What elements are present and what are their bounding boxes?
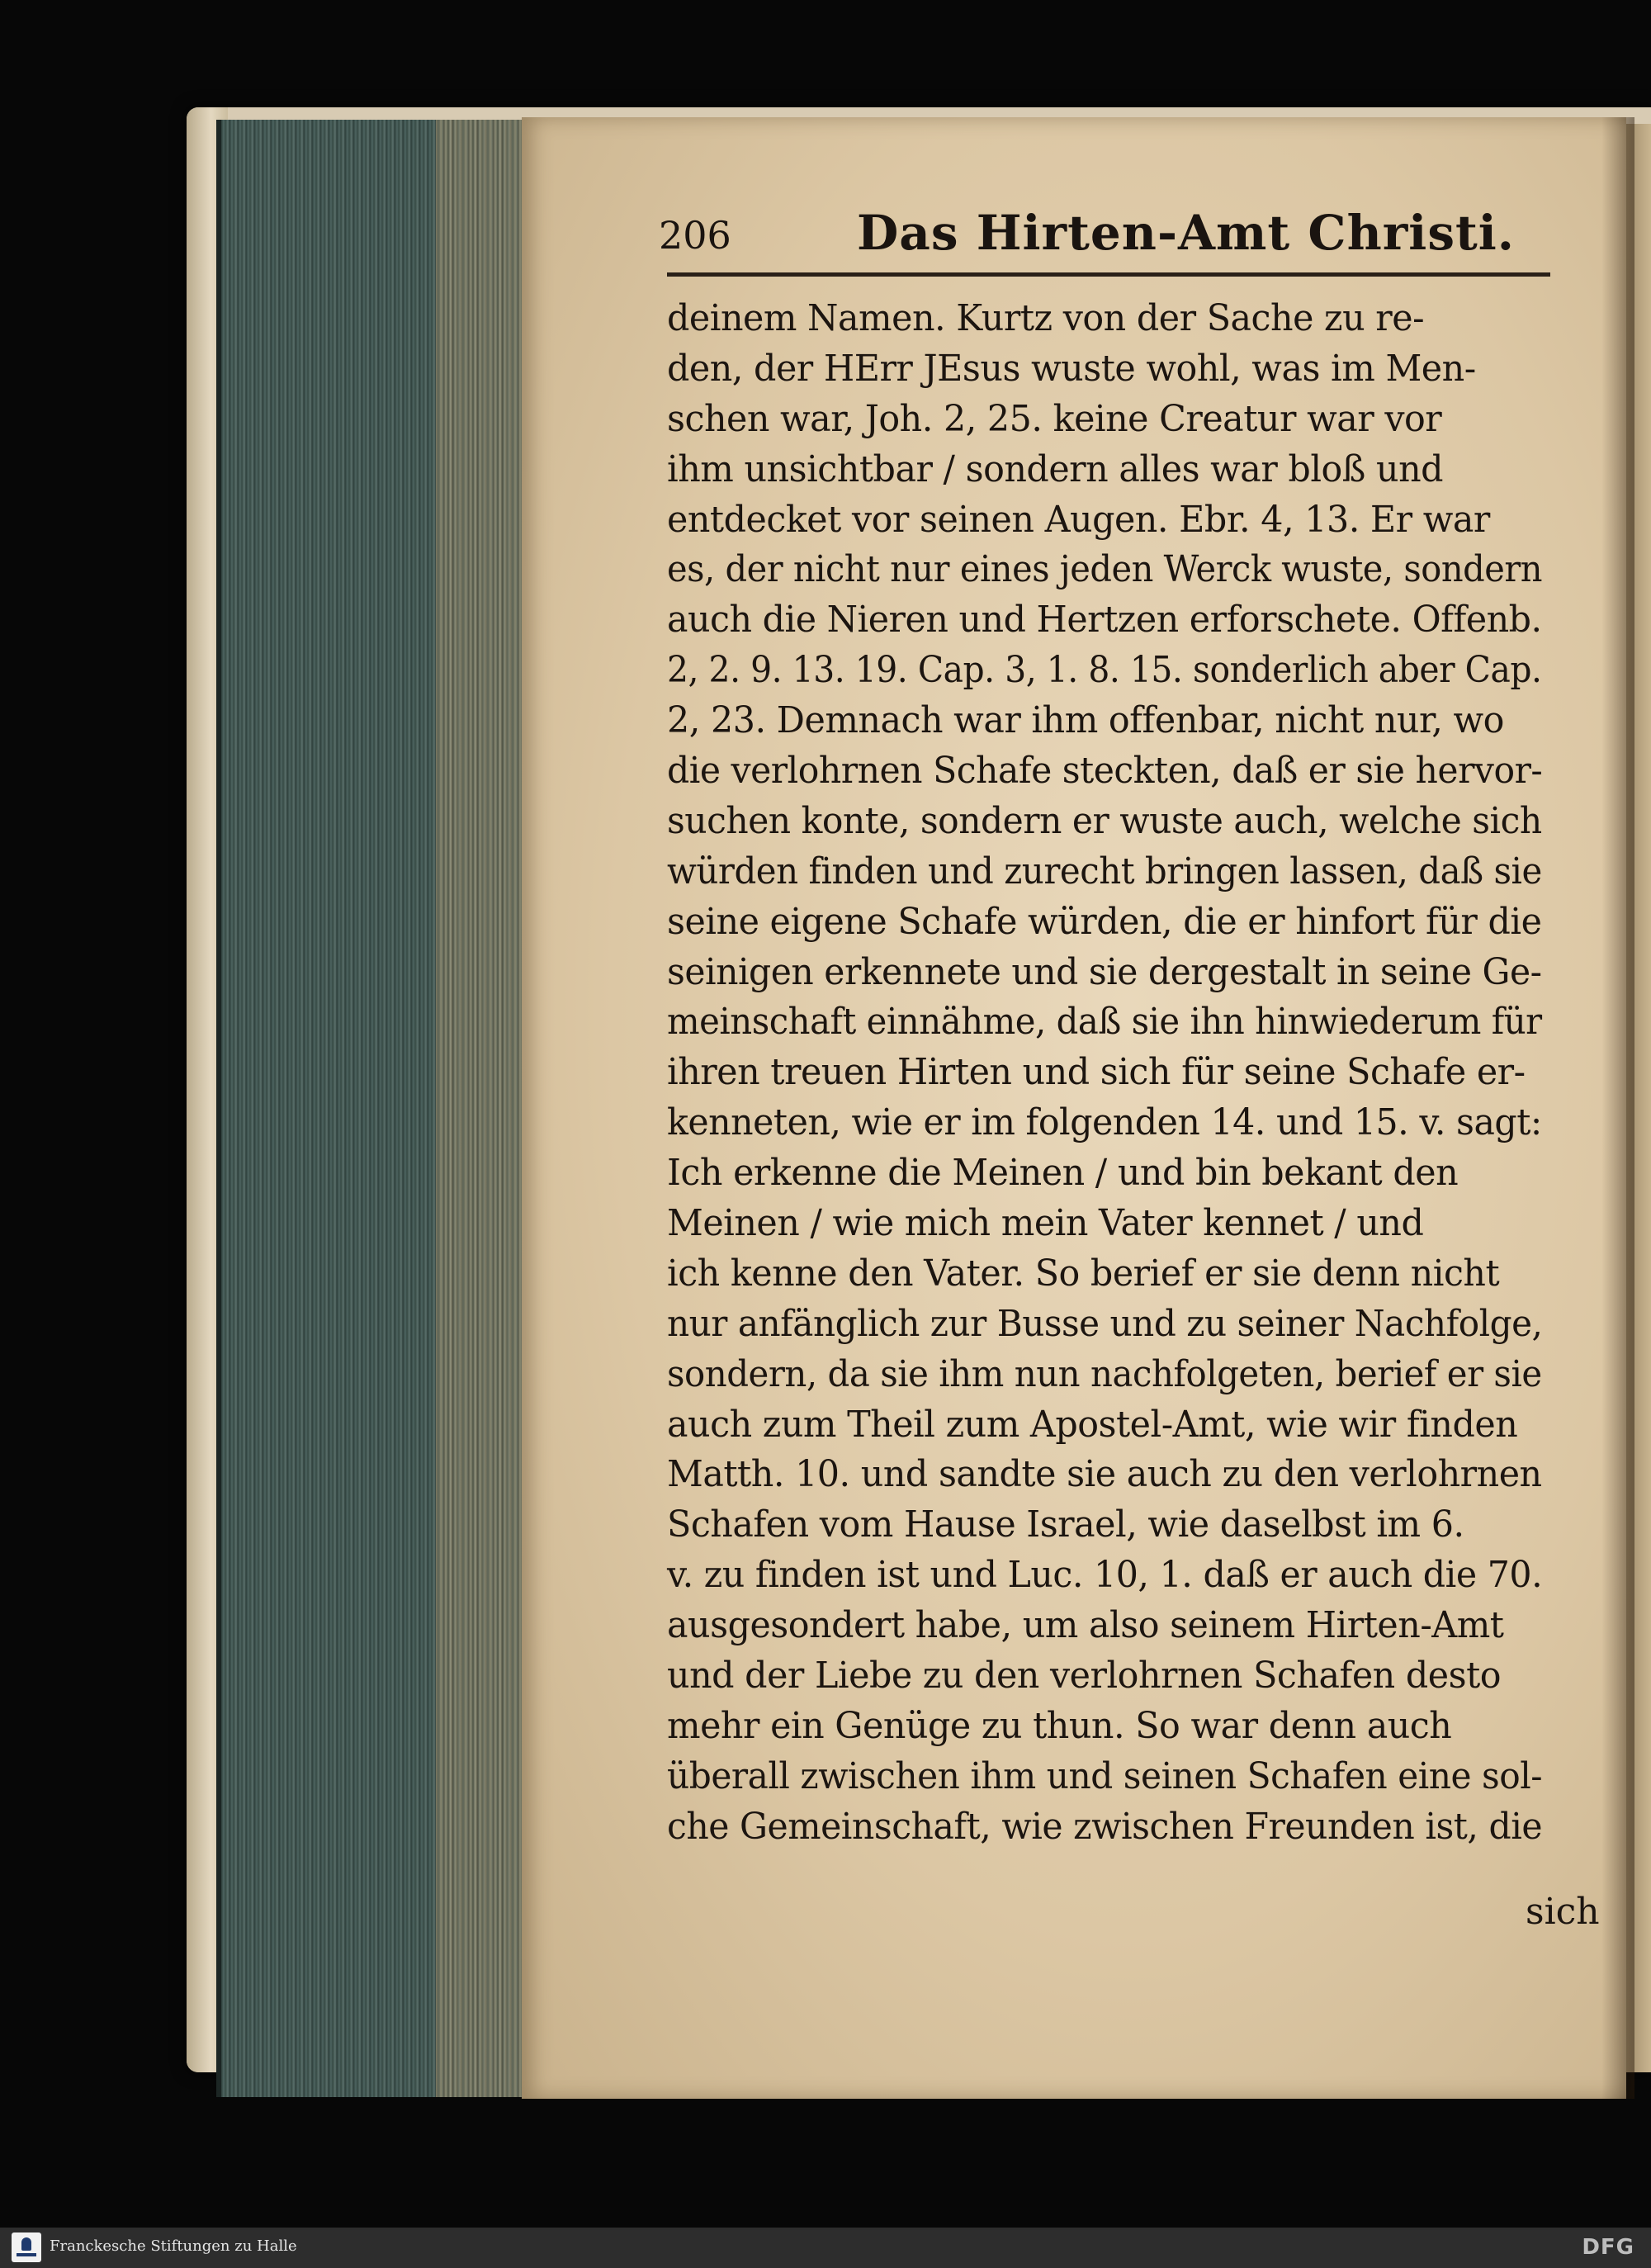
text-line: seine eigene Schafe würden, die er hinfort für die	[667, 900, 1542, 943]
text-line: ihm unsichtbar / sondern alles war bloß und	[667, 447, 1444, 490]
footer-bar	[0, 2228, 1651, 2268]
page-number: 206	[659, 213, 731, 258]
text-line: und der Liebe zu den verlohrnen Schafen desto	[667, 1655, 1502, 1697]
text-line: überall zwischen ihm und seinen Schafen eine sol-	[667, 1754, 1543, 1797]
text-line: deinem Namen. Kurtz von der Sache zu re-	[667, 297, 1425, 339]
body-text	[667, 294, 1567, 1853]
gutter-shadow	[1601, 117, 1634, 2099]
text-line: nur anfänglich zur Busse und zu seiner Nachfolge,	[667, 1302, 1543, 1345]
text-line: 2, 23. Demnach war ihm offenbar, nicht nur, wo	[667, 699, 1504, 742]
text-line: den, der HErr JEsus wuste wohl, was im Men-	[667, 347, 1476, 390]
text-line: ich kenne den Vater. So berief er sie denn nicht	[667, 1252, 1500, 1295]
text-line: kenneten, wie er im folgenden 14. und 15. v. sagt:	[667, 1101, 1542, 1144]
text-line: würden finden und zurecht bringen lassen, daß sie	[667, 850, 1542, 893]
text-line: die verlohrnen Schafe steckten, daß er sie hervor-	[667, 750, 1543, 793]
text-line: seinigen erkennete und sie dergestalt in seine Ge-	[667, 950, 1542, 993]
text-line: Schafen vom Hause Israel, wie daselbst im 6.	[667, 1503, 1464, 1546]
text-line: che Gemeinschaft, wie zwischen Freunden ist, die	[667, 1805, 1543, 1848]
text-line: auch zum Theil zum Apostel-Amt, wie wir finden	[667, 1403, 1518, 1446]
text-line: v. zu finden ist und Luc. 10, 1. daß er auch die 70.	[667, 1554, 1543, 1597]
page-header	[659, 205, 1567, 271]
dfg-badge[interactable]: DFG	[1582, 2235, 1634, 2260]
text-line: meinschaft einnähme, daß sie ihn hinwiederum für	[667, 1001, 1542, 1044]
text-line: ausgesondert habe, um also seinem Hirten-Amt	[667, 1604, 1504, 1647]
text-line: schen war, Joh. 2, 25. keine Creatur war vor	[667, 397, 1442, 440]
franckesche-stiftungen-logo-icon[interactable]	[12, 2232, 41, 2262]
running-head: Das Hirten-Amt Christi.	[857, 205, 1515, 261]
text-line: es, der nicht nur eines jeden Werck wuste, sondern	[667, 548, 1543, 591]
text-line: auch die Nieren und Hertzen erforschete. Offenb.	[667, 599, 1542, 642]
text-line: ihren treuen Hirten und sich für seine Schafe er-	[667, 1051, 1526, 1094]
text-line: sondern, da sie ihm nun nachfolgeten, berief er sie	[667, 1352, 1542, 1395]
text-line: mehr ein Genüge zu thun. So war denn auch	[667, 1704, 1452, 1747]
text-line: 2, 2. 9. 13. 19. Cap. 3, 1. 8. 15. sonderlich aber Cap.	[667, 649, 1542, 692]
text-line: entdecket vor seinen Augen. Ebr. 4, 13. Er war	[667, 498, 1490, 541]
institution-name[interactable]: Franckesche Stiftungen zu Halle	[50, 2237, 297, 2255]
text-line: Ich erkenne die Meinen / und bin bekant den	[667, 1152, 1459, 1195]
text-line: suchen konte, sondern er wuste auch, welche sich	[667, 799, 1542, 842]
catchword: sich	[1526, 1891, 1600, 1933]
page-stack-edge	[216, 120, 535, 2097]
text-line: Meinen / wie mich mein Vater kennet / und	[667, 1202, 1424, 1245]
header-rule	[667, 272, 1550, 277]
text-line: Matth. 10. und sandte sie auch zu den verlohrnen	[667, 1453, 1542, 1496]
